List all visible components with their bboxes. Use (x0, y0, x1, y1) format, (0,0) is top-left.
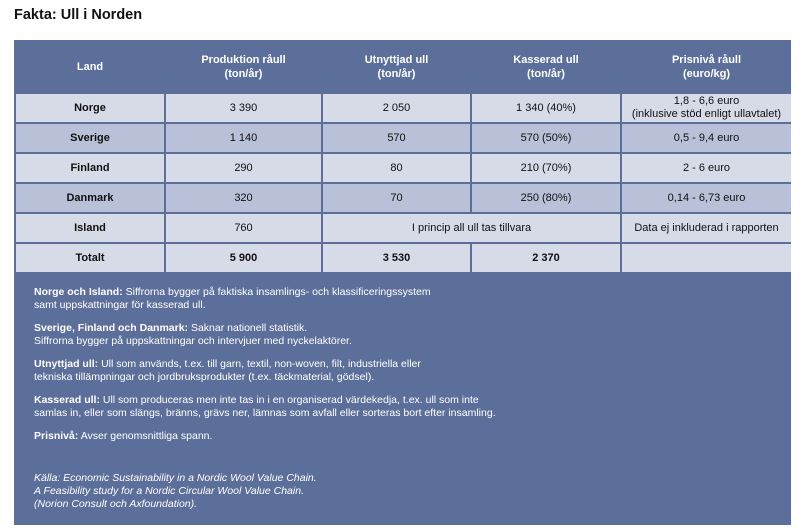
note-text: samlas in, eller som slängs, bränns, grävs ner, lämnas som avfall eller sorteras bort efter insamling. (34, 407, 496, 419)
table-row-norge (16, 94, 791, 122)
table-row-finland (16, 154, 791, 182)
header-kasserad-label: Kasserad ull (513, 54, 579, 66)
note-prisniva (34, 430, 594, 443)
cell-pris: 2 - 6 euro (622, 154, 791, 182)
header-produktion-unit: (ton/år) (224, 68, 263, 80)
header-utnyttjad-label: Utnyttjad ull (364, 54, 429, 66)
cell-utnyttjad: 70 (323, 184, 470, 212)
cell-kasserad: 1 340 (40%) (472, 94, 620, 122)
cell-land: Sverige (16, 124, 164, 152)
header-pris-unit: (euro/kg) (682, 68, 731, 80)
table-row-danmark (16, 184, 791, 212)
cell-pris (622, 94, 791, 122)
cell-kasserad: 210 (70%) (472, 154, 620, 182)
cell-pris: Data ej inkluderad i rapporten (622, 214, 791, 242)
note-label: Norge och Island: (34, 286, 123, 298)
note-label: Sverige, Finland och Danmark: (34, 322, 189, 334)
header-kasserad (472, 42, 620, 92)
cell-merged-note: I princip all ull tas tillvara (323, 214, 620, 242)
note-norge-island (34, 286, 594, 312)
cell-land: Norge (16, 94, 164, 122)
note-label: Prisnivå: (34, 430, 79, 442)
note-text: Siffrorna bygger på faktiska insamlings- och klassificeringssystem (122, 286, 431, 298)
header-utnyttjad-unit: (ton/år) (377, 68, 416, 80)
cell-kasserad: 2 370 (472, 244, 620, 272)
header-pris (622, 42, 791, 92)
header-utnyttjad (323, 42, 470, 92)
cell-utnyttjad: 80 (323, 154, 470, 182)
cell-produktion: 1 140 (166, 124, 321, 152)
cell-land: Finland (16, 154, 164, 182)
source-line: A Feasibility study for a Nordic Circular Wool Value Chain. (34, 485, 304, 497)
note-label: Utnyttjad ull: (34, 358, 99, 370)
cell-pris: 0,14 - 6,73 euro (622, 184, 791, 212)
header-pris-label: Prisnivå råull (671, 54, 742, 66)
cell-pris: 0,5 - 9,4 euro (622, 124, 791, 152)
wool-table (14, 40, 793, 274)
cell-land: Danmark (16, 184, 164, 212)
cell-utnyttjad: 570 (323, 124, 470, 152)
header-land (16, 42, 164, 92)
note-text: Ull som används, t.ex. till garn, textil, non-woven, filt, industriella eller (98, 358, 421, 370)
note-kasserad (34, 394, 594, 420)
source-line: (Norion Consult och Axfoundation). (34, 498, 198, 510)
header-kasserad-unit: (ton/år) (527, 68, 565, 80)
source-citation (34, 472, 317, 511)
cell-produktion: 3 390 (166, 94, 321, 122)
table-row-total (16, 244, 791, 272)
header-produktion-label: Produktion råull (201, 54, 286, 66)
cell-produktion: 5 900 (166, 244, 321, 272)
source-line: Källa: Economic Sustainability in a Nordic Wool Value Chain. (34, 472, 317, 484)
note-text: Siffrorna bygger på uppskattningar och intervjuer med nyckelaktörer. (34, 335, 352, 347)
cell-produktion: 320 (166, 184, 321, 212)
note-sverige-finland-danmark (34, 322, 594, 348)
definitions (34, 286, 594, 453)
table-row-sverige (16, 124, 791, 152)
cell-pris (622, 244, 791, 272)
note-text: Saknar nationell statistik. (188, 322, 308, 334)
cell-produktion: 760 (166, 214, 321, 242)
note-text: samt uppskattningar för kasserad ull. (34, 299, 206, 311)
cell-kasserad: 570 (50%) (472, 124, 620, 152)
cell-land: Totalt (16, 244, 164, 272)
note-text: Ull som produceras men inte tas in i en organiserad värdekedja, t.ex. ull som inte (99, 394, 479, 406)
header-produktion (166, 42, 321, 92)
note-text: Avser genomsnittliga spann. (78, 430, 213, 442)
cell-produktion: 290 (166, 154, 321, 182)
cell-pris-value: 1,8 - 6,6 euro (673, 95, 740, 107)
note-label: Kasserad ull: (34, 394, 100, 406)
cell-kasserad: 250 (80%) (472, 184, 620, 212)
header-land-label: Land (76, 61, 104, 73)
table-row-island (16, 214, 791, 242)
page-title: Fakta: Ull i Norden (14, 7, 143, 23)
cell-utnyttjad: 3 530 (323, 244, 470, 272)
cell-land: Island (16, 214, 164, 242)
note-text: tekniska tillämpningar och jordbruksprodukter (t.ex. täckmaterial, gödsel). (34, 371, 375, 383)
header-row (16, 42, 791, 92)
cell-utnyttjad: 2 050 (323, 94, 470, 122)
note-utnyttjad (34, 358, 594, 384)
cell-pris-note: (inklusive stöd enligt ullavtalet) (631, 108, 782, 120)
